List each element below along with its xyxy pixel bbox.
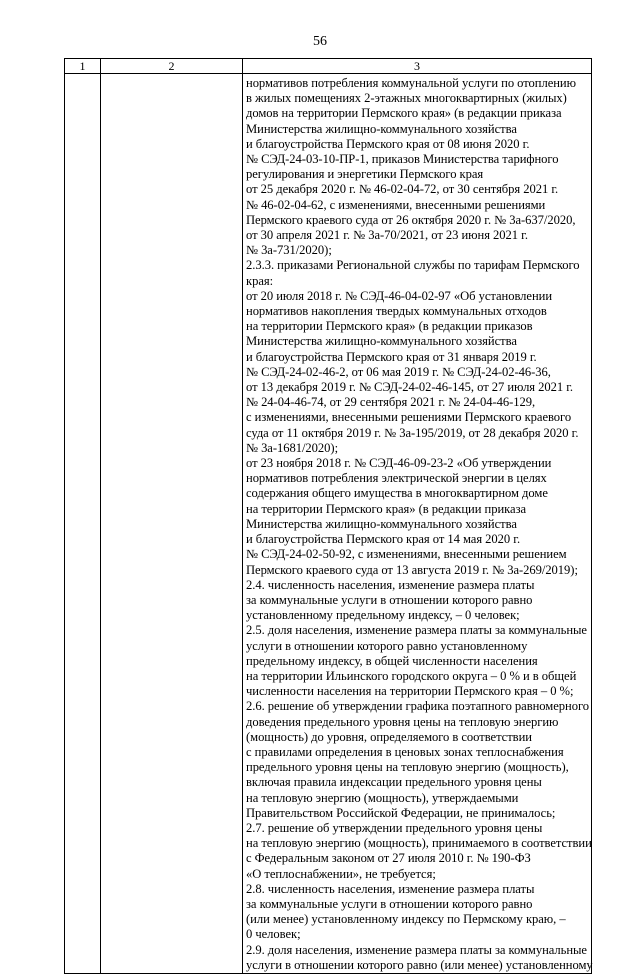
text-line: суда от 11 октября 2019 г. № 3а-195/2019, от 28 декабря 2020 г. <box>246 425 579 440</box>
text-line: на территории Пермского края» (в редакции приказов <box>246 319 533 334</box>
text-line: доведения предельного уровня цены на тепловую энергию <box>246 714 559 729</box>
text-line: от 30 апреля 2021 г. № 3а-70/2021, от 23 июня 2021 г. <box>246 228 528 243</box>
text-line: с изменениями, внесенными решениями Пермского краевого <box>246 410 572 425</box>
text-line: 2.7. решение об утверждении предельного уровня цены <box>246 820 543 835</box>
text-line: от 23 ноября 2018 г. № СЭД-46-09-23-2 «Об утверждении <box>246 456 552 471</box>
text-line: № 3а-1681/2020); <box>246 440 339 455</box>
text-line: и благоустройства Пермского края от 14 мая 2020 г. <box>246 532 521 547</box>
text-line: № 3а-731/2020); <box>246 243 332 258</box>
text-line: домов на территории Пермского края» (в редакции приказа <box>246 106 562 121</box>
text-line: 2.9. доля населения, изменение размера платы за коммунальные <box>246 942 587 957</box>
text-line: включая правила индексации предельного уровня цены <box>246 775 542 790</box>
text-line: предельному индексу, в общей численности населения <box>246 653 538 668</box>
text-line: и благоустройства Пермского края от 31 января 2019 г. <box>246 349 537 364</box>
text-line: № СЭД-24-03-10-ПР-1, приказов Министерства тарифного <box>246 152 559 167</box>
text-line: от 25 декабря 2020 г. № 46-02-04-72, от 30 сентября 2021 г. <box>246 182 559 197</box>
page-number: 56 <box>313 34 327 49</box>
text-line: Министерства жилищно-коммунального хозяйства <box>246 121 517 136</box>
text-line: на территории Пермского края» (в редакции приказа <box>246 501 527 516</box>
text-line: нормативов накопления твердых коммунальных отходов <box>246 304 547 319</box>
cell-text <box>246 76 593 973</box>
text-line: «О теплоснабжении», не требуется; <box>246 866 436 881</box>
text-line: услуги в отношении которого равно (или менее) установленному <box>246 957 593 972</box>
text-line: Пермского краевого суда от 13 августа 2019 г. № 3а-269/2019); <box>246 562 578 577</box>
text-line: за коммунальные услуги в отношении которого равно <box>246 592 533 607</box>
text-line: 2.5. доля населения, изменение размера платы за коммунальные <box>246 623 587 638</box>
text-line: на территории Ильинского городского округа – 0 % и в общей <box>246 668 577 683</box>
text-line: на тепловую энергию (мощность), утверждаемыми <box>246 790 519 805</box>
text-line: с Федеральным законом от 27 июля 2010 г. № 190-ФЗ <box>246 851 531 866</box>
cell-column-2 <box>101 74 243 974</box>
text-line: нормативов потребления электрической энергии в целях <box>246 471 547 486</box>
text-line: Правительством Российской Федерации, не принималось; <box>246 805 556 820</box>
text-line: Министерства жилищно-коммунального хозяйства <box>246 516 517 531</box>
text-line: за коммунальные услуги в отношении которого равно <box>246 896 533 911</box>
text-line: нормативов потребления коммунальной услуги по отоплению <box>246 76 576 90</box>
text-line: № СЭД-24-02-50-92, с изменениями, внесенными решением <box>246 547 567 562</box>
text-line: предельного уровня цены на тепловую энергию (мощность), <box>246 760 569 775</box>
text-line: 2.8. численность населения, изменение размера платы <box>246 881 535 896</box>
text-line: (или менее) установленному индексу по Пермскому краю, – <box>246 912 566 927</box>
text-line: в жилых помещениях 2-этажных многоквартирных (жилых) <box>246 91 567 106</box>
text-line: 2.4. численность населения, изменение размера платы <box>246 577 535 592</box>
text-line: от 13 декабря 2019 г. № СЭД-24-02-46-145, от 27 июля 2021 г. <box>246 380 574 395</box>
text-line: края: <box>246 273 274 288</box>
text-line: установленному предельному индексу, – 0 человек; <box>246 608 520 623</box>
column-header-3: 3 <box>243 59 592 74</box>
table-header-row <box>65 59 592 74</box>
text-line: содержания общего имущества в многоквартирном доме <box>246 486 548 501</box>
text-line: № 46-02-04-62, с изменениями, внесенными решениями <box>246 197 546 212</box>
text-line: Пермского краевого суда от 26 октября 2020 г. № 3а-637/2020, <box>246 212 576 227</box>
column-header-1: 1 <box>65 59 101 74</box>
document-table <box>64 58 592 974</box>
text-line: численности населения на территории Пермского края – 0 %; <box>246 684 574 699</box>
text-line: (мощность) до уровня, определяемого в соответствии <box>246 729 532 744</box>
text-line: с правилами определения в ценовых зонах теплоснабжения <box>246 744 564 759</box>
cell-column-3 <box>243 74 592 974</box>
text-line: и благоустройства Пермского края от 08 июня 2020 г. <box>246 136 530 151</box>
text-line: № СЭД-24-02-46-2, от 06 мая 2019 г. № СЭД-24-02-46-36, <box>246 364 551 379</box>
text-line: Министерства жилищно-коммунального хозяйства <box>246 334 517 349</box>
text-line: на тепловую энергию (мощность), принимаемого в соответствии <box>246 836 592 851</box>
column-header-2: 2 <box>101 59 243 74</box>
text-line: услуги в отношении которого равно установленному <box>246 638 528 653</box>
cell-column-1 <box>65 74 101 974</box>
text-line: от 20 июля 2018 г. № СЭД-46-04-02-97 «Об установлении <box>246 288 553 303</box>
table-row <box>65 74 592 974</box>
text-line: 2.3.3. приказами Региональной службы по тарифам Пермского <box>246 258 580 273</box>
text-line: 2.6. решение об утверждении графика поэтапного равномерного <box>246 699 589 714</box>
text-line: № 24-04-46-74, от 29 сентября 2021 г. № 24-04-46-129, <box>246 395 536 410</box>
text-line: регулирования и энергетики Пермского края <box>246 167 484 182</box>
text-line: 0 человек; <box>246 927 301 942</box>
